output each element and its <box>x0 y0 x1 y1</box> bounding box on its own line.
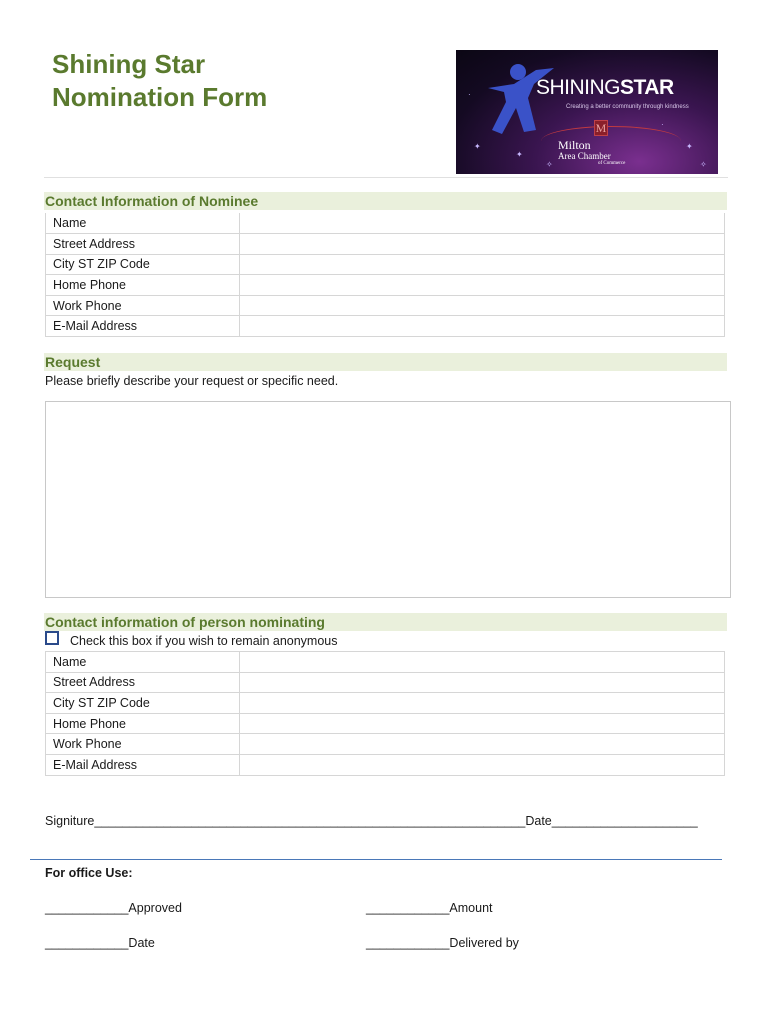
nominator-street-input[interactable] <box>240 672 725 693</box>
nominee-city-input[interactable] <box>240 254 725 275</box>
top-divider <box>44 177 728 178</box>
form-title <box>52 48 267 114</box>
logo-tagline: Creating a better community through kindness <box>566 104 689 110</box>
nominator-field-label: Home Phone <box>46 713 240 734</box>
shining-star-logo: ✦ ✦ ✦ ✧ · · ✧ SHININGSTAR Creating a better community through kindness M Milton Area Chamber of Commerce <box>456 50 718 174</box>
table-row <box>46 693 725 714</box>
nominee-field-label: E-Mail Address <box>46 316 240 337</box>
table-row <box>46 734 725 755</box>
title-line-2: Nomination Form <box>52 82 268 112</box>
nominator-city-input[interactable] <box>240 693 725 714</box>
chamber-m-logo: M <box>595 121 607 135</box>
table-row <box>46 672 725 693</box>
nominator-email-input[interactable] <box>240 754 725 775</box>
logo-brand-text: SHININGSTAR <box>536 76 674 99</box>
title-line-1: Shining Star <box>52 49 206 79</box>
delivered-by-field[interactable]: ____________Delivered by <box>366 936 519 950</box>
office-date-field[interactable]: ____________Date <box>45 936 155 950</box>
table-row <box>46 254 725 275</box>
table-row <box>46 713 725 734</box>
table-row <box>46 316 725 337</box>
nominee-field-label: Street Address <box>46 234 240 255</box>
amount-field[interactable]: ____________Amount <box>366 901 493 915</box>
request-textarea[interactable] <box>45 401 731 598</box>
nominee-email-input[interactable] <box>240 316 725 337</box>
request-description: Please briefly describe your request or specific need. <box>45 374 339 388</box>
table-row <box>46 213 725 234</box>
nominee-contact-table <box>45 213 725 337</box>
chamber-name-line-1: Milton <box>558 138 591 152</box>
nominator-field-label: Name <box>46 652 240 673</box>
nominee-field-label: Work Phone <box>46 295 240 316</box>
table-row <box>46 234 725 255</box>
nominator-name-input[interactable] <box>240 652 725 673</box>
chamber-name-line-2: Area Chamber <box>558 151 611 161</box>
table-row <box>46 275 725 296</box>
chamber-name-line-3: of Commerce <box>598 161 626 166</box>
nominee-field-label: Name <box>46 213 240 234</box>
nominee-field-label: Home Phone <box>46 275 240 296</box>
nominator-contact-table <box>45 651 725 776</box>
nominator-field-label: Work Phone <box>46 734 240 755</box>
nominee-field-label: City ST ZIP Code <box>46 254 240 275</box>
table-row <box>46 295 725 316</box>
nominator-field-label: E-Mail Address <box>46 754 240 775</box>
nominator-home-phone-input[interactable] <box>240 713 725 734</box>
nominee-name-input[interactable] <box>240 213 725 234</box>
approved-field[interactable]: ____________Approved <box>45 901 182 915</box>
request-section-heading: Request <box>44 353 727 371</box>
table-row <box>46 652 725 673</box>
office-divider <box>30 859 722 860</box>
anonymous-checkbox[interactable] <box>45 631 59 645</box>
table-row <box>46 754 725 775</box>
nominee-home-phone-input[interactable] <box>240 275 725 296</box>
nominator-field-label: Street Address <box>46 672 240 693</box>
nominator-field-label: City ST ZIP Code <box>46 693 240 714</box>
nominee-street-input[interactable] <box>240 234 725 255</box>
office-use-heading: For office Use: <box>45 866 133 880</box>
nominee-work-phone-input[interactable] <box>240 295 725 316</box>
signature-date-line[interactable]: Signiture______________________________________________________________Date_____________________ <box>45 814 698 828</box>
nominator-section-heading: Contact information of person nominating <box>44 613 727 631</box>
nominator-work-phone-input[interactable] <box>240 734 725 755</box>
nominee-section-heading: Contact Information of Nominee <box>44 192 727 210</box>
anonymous-checkbox-label: Check this box if you wish to remain anonymous <box>70 634 338 648</box>
